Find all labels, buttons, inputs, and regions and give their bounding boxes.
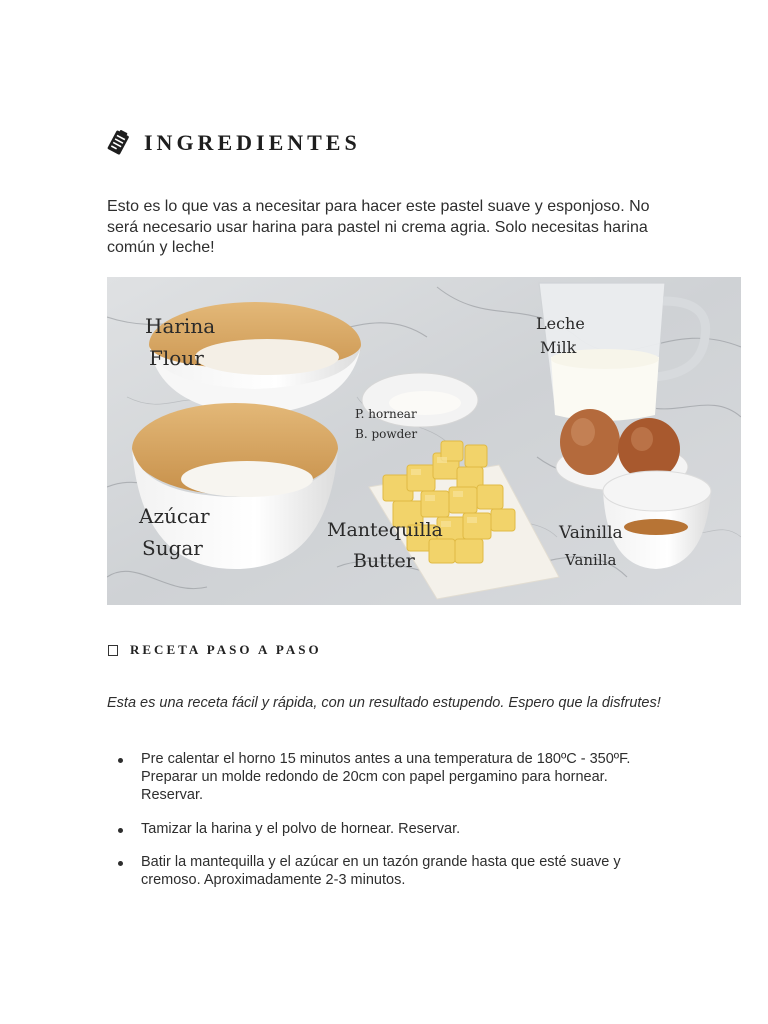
label-mantequilla: Mantequilla <box>327 519 443 541</box>
label-butter: Butter <box>353 550 415 572</box>
list-item <box>114 853 654 889</box>
recipe-title: RECETA PASO A PASO <box>130 642 322 657</box>
label-flour: Flour <box>149 346 204 370</box>
label-vainilla: Vainilla <box>559 523 623 543</box>
label-p-hornear: P. hornear <box>355 407 417 421</box>
ingredients-heading <box>106 130 361 156</box>
bullet-icon <box>118 861 123 866</box>
label-vanilla: Vanilla <box>565 551 617 569</box>
step-text: Batir la mantequilla y el azúcar en un tazón grande hasta que esté suave y cremoso. Aproximadamente 2-3 minutos. <box>141 853 621 889</box>
recipe-steps-list <box>114 750 654 904</box>
ingredients-title: INGREDIENTES <box>144 130 361 155</box>
step-text: Tamizar la harina y el polvo de hornear. Reservar. <box>141 820 461 837</box>
ingredients-photo <box>107 277 741 605</box>
list-item <box>114 820 654 838</box>
label-b-powder: B. powder <box>355 427 418 441</box>
label-azucar: Azúcar <box>139 504 210 528</box>
recipe-heading <box>108 642 322 658</box>
bullet-icon <box>118 758 123 763</box>
recipe-subtitle: Esta es una receta fácil y rápida, con un resultado estupendo. Espero que la disfrutes! <box>107 694 661 711</box>
ingredients-intro: Esto es lo que vas a necesitar para hacer este pastel suave y esponjoso. No será necesario usar harina para pastel ni crema agria. Solo necesitas harina común y leche! <box>107 198 650 256</box>
label-milk: Milk <box>540 338 577 357</box>
step-text: Pre calentar el horno 15 minutos antes a una temperatura de 180ºC - 350ºF. Preparar un molde redondo de 20cm con papel pergamino para hornear. Reservar. <box>141 751 631 804</box>
notepad-icon <box>106 130 130 156</box>
label-harina: Harina <box>145 314 216 338</box>
bullet-icon <box>118 828 123 833</box>
label-leche: Leche <box>536 314 585 333</box>
box-glyph-icon <box>108 645 118 656</box>
list-item <box>114 750 654 805</box>
label-sugar: Sugar <box>142 536 203 560</box>
